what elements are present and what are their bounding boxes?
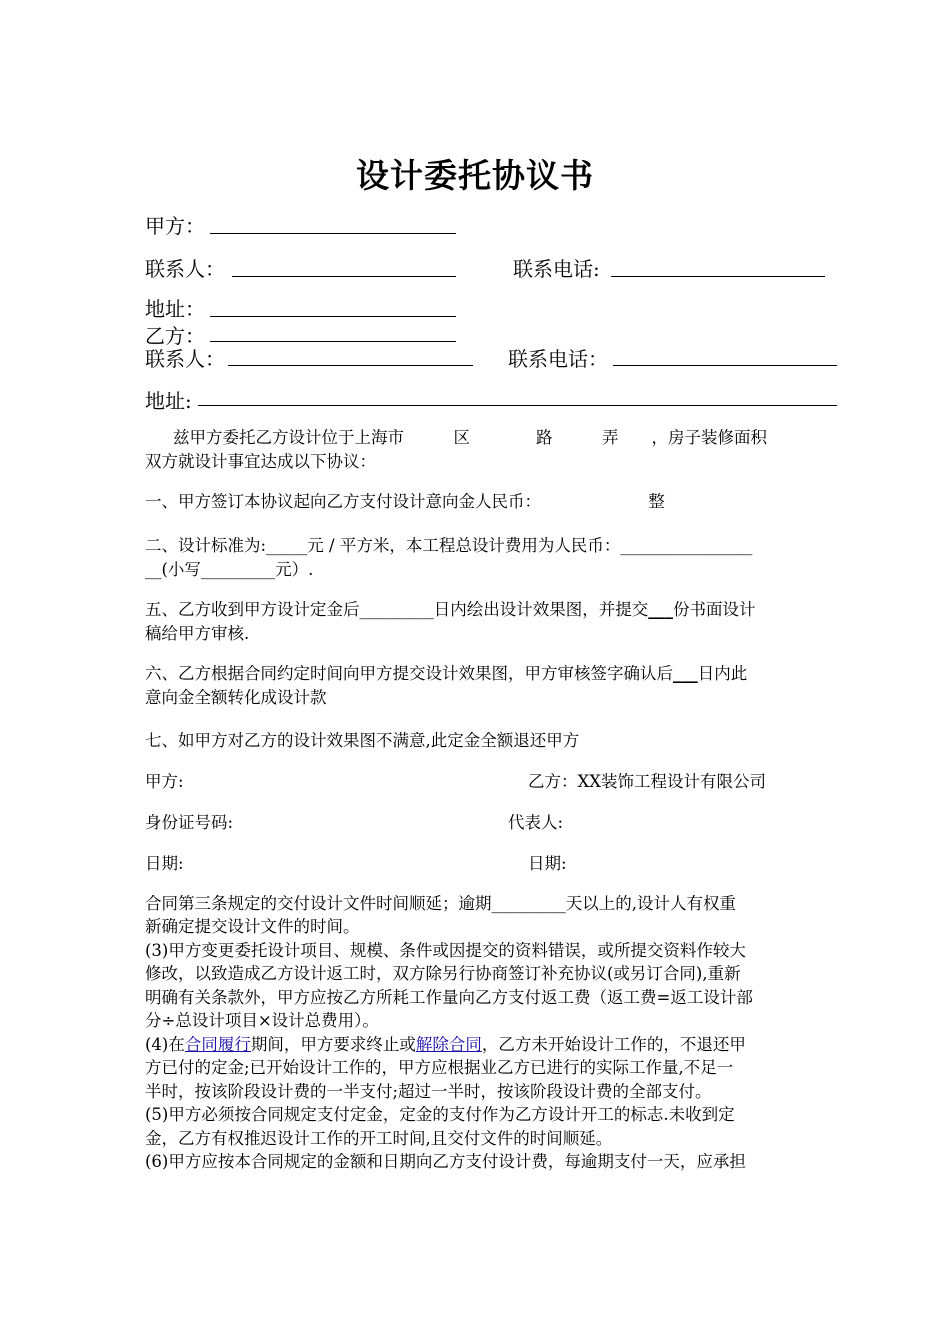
- clause-6-line-1: [145, 662, 747, 685]
- intro-line-1: 兹甲方委托乙方设计位于上海市 区 路 弄 ，房子装修面积: [173, 428, 767, 447]
- body-p3-line-1: (3)甲方变更委托设计项目、规模、条件或因提交的资料错误，或所提交资料作较大: [145, 941, 746, 960]
- contract-performance-link[interactable]: 合同履行: [184, 1035, 251, 1054]
- body-p4-line-2: 方已付的定金;已开始设计工作的，甲方应根据业乙方已进行的实际工作量,不足一: [145, 1058, 734, 1077]
- representative-label: 代表人:: [508, 813, 564, 832]
- clause-5-line-1: [145, 598, 756, 621]
- address-b-label: 地址:: [145, 389, 192, 413]
- date-b-label: 日期:: [528, 854, 567, 873]
- contact-phone-b-label: 联系电话：: [508, 347, 608, 371]
- body-p3-line-3: 明确有关条款外，甲方应按乙方所耗工作量向乙方支付返工费（返工费=返工设计部: [145, 988, 753, 1007]
- clause-6-text-b: 日内此: [697, 664, 748, 683]
- body-p6-line-1: (6)甲方应按本合同规定的金额和日期向乙方支付设计费，每逾期支付一天，应承担: [145, 1152, 746, 1171]
- body-p4-suffix: ，乙方未开始设计工作的，不退还甲: [481, 1035, 746, 1054]
- body-p1-line-1: 合同第三条规定的交付设计文件时间顺延；逾期_________天以上的,设计人有权重: [145, 894, 736, 913]
- body-p4-line-3: 半时，按该阶段设计费的一半支付;超过一半时，按该阶段设计费的全部支付。: [145, 1082, 712, 1101]
- body-p4-prefix: (4)在: [145, 1035, 185, 1054]
- party-a-field[interactable]: [210, 233, 456, 234]
- party-b-field[interactable]: [210, 341, 456, 342]
- signature-party-a: 甲方:: [145, 772, 184, 791]
- intro-line-2: 双方就设计事宜达成以下协议：: [145, 452, 376, 471]
- contact-person-field[interactable]: [232, 276, 456, 277]
- clause-7: 七、如甲方对乙方的设计效果图不满意,此定金全额退还甲方: [145, 731, 580, 750]
- contact-phone-b-field[interactable]: [613, 365, 837, 366]
- date-a-label: 日期:: [145, 854, 184, 873]
- id-number-label: 身份证号码:: [145, 813, 234, 832]
- clause-5-text-a: 五、乙方收到甲方设计定金后_________日内绘出设计效果图，并提交: [145, 600, 649, 619]
- signature-party-b: 乙方：XX装饰工程设计有限公司: [528, 772, 766, 791]
- address-field[interactable]: [210, 316, 456, 317]
- body-p5-line-2: 金，乙方有权推迟设计工作的开工时间,且交付文件的时间顺延。: [145, 1129, 613, 1148]
- body-p3-line-2: 修改，以致造成乙方设计返工时，双方除另行协商签订补充协议(或另订合同),重新: [145, 964, 741, 983]
- document-title: 设计委托协议书: [356, 156, 594, 195]
- contact-person-b-field[interactable]: [228, 365, 473, 366]
- body-p4-line-1: [145, 1033, 746, 1056]
- address-label: 地址：: [145, 297, 205, 321]
- clause-6-days-blank[interactable]: ___: [673, 664, 698, 683]
- contact-phone-field[interactable]: [611, 276, 825, 277]
- clause-2-line-2: __(小写_________元）.: [145, 560, 314, 579]
- party-b-label: 乙方：: [145, 324, 205, 348]
- clause-1: 一、甲方签订本协议起向乙方支付设计意向金人民币： 整: [145, 492, 665, 511]
- party-a-label: 甲方：: [145, 214, 205, 238]
- body-p3-line-4: 分÷总设计项目×设计总费用）。: [145, 1011, 379, 1030]
- contract-termination-link[interactable]: 解除合同: [415, 1035, 482, 1054]
- body-p4-mid: 期间，甲方要求终止或: [250, 1035, 416, 1054]
- contact-person-label: 联系人：: [145, 257, 225, 281]
- clause-2-line-1: 二、设计标准为:_____元 / 平方米，本工程总设计费用为人民币：________________: [145, 536, 753, 555]
- clause-5-text-b: 份书面设计: [673, 600, 756, 619]
- contact-phone-label: 联系电话:: [513, 257, 600, 281]
- clause-6-line-2: 意向金全额转化成设计款: [145, 688, 327, 707]
- body-p5-line-1: (5)甲方必须按合同规定支付定金，定金的支付作为乙方设计开工的标志.未收到定: [145, 1105, 735, 1124]
- contact-person-b-label: 联系人：: [145, 347, 225, 371]
- body-p1-line-2: 新确定提交设计文件的时间。: [145, 917, 360, 936]
- clause-5-copies-blank[interactable]: ___: [648, 600, 673, 619]
- clause-5-line-2: 稿给甲方审核.: [145, 624, 250, 643]
- clause-6-text-a: 六、乙方根据合同约定时间向甲方提交设计效果图，甲方审核签字确认后: [145, 664, 673, 683]
- address-b-field[interactable]: [198, 405, 837, 406]
